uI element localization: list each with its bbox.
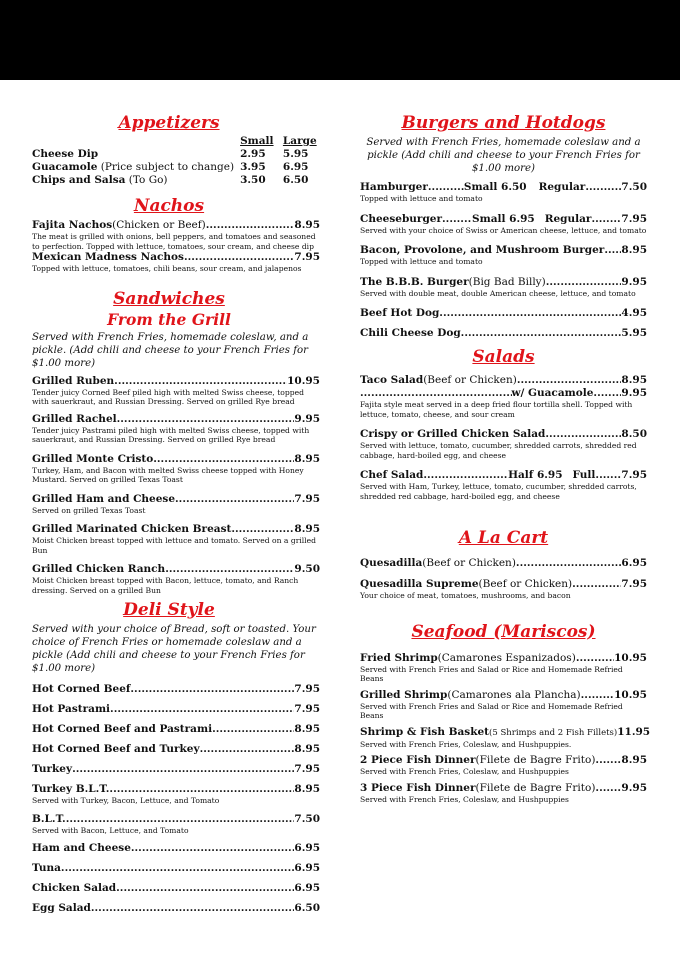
item-name: Egg Salad: [32, 902, 91, 914]
menu-item: [360, 307, 647, 320]
item-description: Served with lettuce, tomato, cucumber, shredded carrots, shredded red cabbage, hard-boiled egg, and cheese: [360, 441, 637, 460]
item-size-label: Full: [572, 469, 596, 481]
menu-item: [32, 862, 320, 875]
item-price: 7.50: [621, 181, 647, 193]
item-description: Moist Chicken breast topped with lettuce and tomato. Served on a grilled Bun: [32, 536, 316, 555]
item-price: 9.95: [621, 781, 647, 794]
item-price: 8.95: [621, 374, 647, 386]
appetizer-name: Guacamole: [32, 161, 98, 173]
item-description: Served with Turkey, Bacon, Lettuce, and Tomato: [32, 796, 220, 805]
menu-item: [32, 563, 320, 595]
item-price: 9.50: [294, 563, 320, 575]
item-name: Grilled Ham and Cheese: [32, 492, 176, 505]
item-note: (Beef or Chicken): [423, 374, 517, 386]
item-price: 7.95: [294, 492, 320, 505]
appetizer-large-price: 6.95: [282, 161, 309, 173]
menu-item: [32, 453, 320, 485]
item-name: 2 Piece Fish Dinner: [360, 754, 476, 766]
menu-item: [32, 783, 320, 806]
item-addon-price: 9.95: [621, 387, 647, 399]
item-price: 8.95: [294, 523, 320, 535]
appetizer-row: [32, 174, 320, 187]
item-name: Fajita Nachos: [32, 219, 113, 231]
item-small-price: Small 6.95: [472, 212, 535, 225]
item-name: Quesadilla: [360, 557, 423, 569]
item-name: Hot Corned Beef: [32, 683, 131, 695]
item-price: 11.95: [617, 725, 651, 738]
item-note: (Filete de Bagre Frito): [475, 754, 596, 766]
menu-item: [360, 469, 647, 501]
item-description: Tender juicy Pastrami piled high with melted Swiss cheese, topped with sauerkraut, and Russian Dressing. Served on grilled Rye bread: [32, 425, 310, 444]
menu-item: [32, 523, 320, 555]
item-note: (Beef or Chicken): [422, 557, 516, 569]
appetizer-row: [32, 148, 320, 161]
item-price: 8.95: [621, 244, 647, 256]
appetizer-row: [32, 161, 320, 174]
item-size-label: Regular: [544, 212, 592, 225]
item-name: Bacon, Provolone, and Mushroom Burger: [360, 244, 605, 256]
menu-item: [32, 763, 320, 776]
item-price: 7.95: [294, 703, 320, 715]
item-note: (Camarones Espanizados): [437, 651, 576, 664]
item-name: Quesadilla Supreme: [360, 578, 479, 590]
menu-item: [32, 723, 320, 736]
item-note: (Beef or Chicken): [478, 578, 573, 590]
item-name: Mexican Madness Nachos: [32, 251, 184, 263]
menu-item: [360, 578, 647, 601]
appetizer-name: Chips and Salsa: [32, 174, 126, 186]
nachos-title: Nachos: [133, 196, 205, 216]
item-price: 9.95: [621, 275, 647, 288]
item-name: Fried Shrimp: [360, 651, 438, 664]
item-price: 10.95: [287, 374, 320, 387]
item-name: Grilled Chicken Ranch: [32, 563, 166, 575]
appetizer-name: Cheese Dip: [32, 148, 99, 160]
item-price: 7.95: [621, 578, 647, 590]
item-name: Turkey B.L.T.: [32, 783, 110, 795]
item-name: Ham and Cheese: [32, 842, 131, 854]
item-price: 4.95: [621, 307, 647, 319]
item-price: 8.95: [294, 219, 320, 231]
alacart-title: A La Cart: [458, 528, 549, 548]
deli-title: Deli Style: [123, 600, 215, 620]
item-note: (Camarones ala Plancha): [447, 688, 581, 701]
menu-item: [360, 374, 647, 419]
menu-item: [32, 813, 320, 836]
item-name: Turkey: [32, 763, 73, 775]
sandwiches-title: Sandwiches: [113, 288, 225, 309]
item-small-price: Small 6.50: [463, 181, 527, 193]
item-name: Shrimp & Fish Basket: [360, 725, 490, 738]
item-price: 6.95: [294, 862, 320, 874]
item-description: Served with French Fries, Coleslaw, and Hushpuppies: [360, 767, 569, 776]
item-description: Served with French Fries and Salad or Rice and Homemade Refried Beans: [360, 701, 623, 720]
item-description: Served with your choice of Swiss or American cheese, lettuce, and tomato: [360, 225, 647, 235]
item-description: Served with Ham, Turkey, lettuce, tomato, cucumber, shredded carrots, shredded red cabbage, hard-boiled egg, and cheese: [360, 482, 637, 501]
item-name: Grilled Shrimp: [360, 688, 448, 701]
deli-intro: Served with your choice of Bread, soft or toasted. Your choice of French Fries or homemade coleslaw and a pickle (Add chili and cheese to your French Fries for $1.00 more): [32, 624, 316, 674]
item-price: 8.95: [294, 783, 320, 795]
menu-item: [360, 557, 647, 570]
appetizers-header-row: [32, 135, 320, 148]
item-addon-label: w/ Guacamole: [511, 387, 594, 399]
item-note: (5 Shrimps and 2 Fish Fillets): [489, 727, 618, 738]
burgers-intro: Served with French Fries, homemade coleslaw and a pickle (Add chili and cheese to your French Fries for $1.00 more): [366, 137, 641, 174]
item-description: Served with French Fries, Coleslaw, and Hushpuppies: [360, 794, 569, 804]
item-price: 9.95: [294, 412, 320, 425]
item-size-label: Regular: [538, 181, 586, 193]
col-small-label: Small: [240, 135, 274, 147]
menu-item: [360, 689, 647, 721]
item-name: Taco Salad: [360, 374, 424, 386]
item-half-price: Half 6.95: [508, 469, 563, 481]
appetizer-small-price: 3.50: [240, 174, 266, 186]
item-name: Cheeseburger: [360, 212, 443, 225]
item-description: Moist Chicken breast topped with Bacon, lettuce, tomato, and Ranch dressing. Served on a grilled Bun: [32, 576, 299, 595]
item-price: 5.95: [621, 327, 647, 339]
item-name: The B.B.B. Burger: [360, 275, 469, 288]
menu-item: [360, 754, 647, 777]
item-description: Topped with lettuce, tomatoes, chili beans, sour cream, and jalapenos: [32, 264, 302, 273]
menu-item: [360, 725, 651, 750]
item-description: Fajita style meat served in a deep fried flour tortilla shell. Topped with lettuce, tomato, cheese, and sour cream: [360, 400, 633, 419]
appetizer-small-price: 3.95: [240, 161, 266, 173]
item-description: Served with French Fries and Salad or Rice and Homemade Refried Beans: [360, 664, 623, 683]
menu-item: [32, 882, 320, 895]
item-description: Tender juicy Corned Beef piled high with melted Swiss cheese, topped with sauerkraut, and Russian Dressing. Served on grilled Rye bread: [32, 387, 304, 406]
appetizers-title: Appetizers: [118, 113, 220, 133]
menu-item: [32, 413, 320, 445]
menu-item: [360, 782, 647, 805]
item-name: Beef Hot Dog: [360, 307, 440, 319]
menu-item: [32, 683, 320, 696]
item-description: Your choice of meat, tomatoes, mushrooms, and bacon: [360, 591, 571, 600]
item-price: 8.95: [621, 754, 647, 766]
item-price: 8.95: [294, 743, 320, 755]
item-price: 7.50: [294, 812, 320, 825]
appetizers-table: [32, 135, 320, 187]
menu-item: [360, 213, 647, 236]
item-name: Tuna: [32, 862, 61, 874]
item-name: Grilled Rachel: [32, 412, 117, 425]
menu-item: [360, 181, 647, 204]
item-note: (Filete de Bagre Frito): [475, 781, 596, 794]
right-column: [360, 112, 651, 804]
burgers-title: Burgers and Hotdogs: [401, 113, 606, 133]
top-black-band: [0, 0, 680, 80]
item-price: 7.95: [294, 683, 320, 695]
menu-item: [32, 493, 320, 516]
deli-list: [32, 683, 320, 915]
item-price: 10.95: [614, 688, 647, 701]
menu-item: [360, 244, 647, 267]
item-note: (Chicken or Beef): [112, 219, 206, 231]
item-description: Served with double meat, double American cheese, lettuce, and tomato: [360, 288, 636, 298]
appetizer-small-price: 2.95: [240, 148, 266, 160]
item-price: 8.95: [294, 723, 320, 735]
salads-title: Salads: [472, 347, 535, 367]
item-name: Grilled Marinated Chicken Breast: [32, 523, 232, 535]
appetizer-note: (Price subject to change): [97, 161, 235, 173]
menu-item: [32, 842, 320, 855]
menu-item: [360, 652, 647, 684]
menu-item: [32, 251, 320, 274]
item-description: Topped with lettuce and tomato: [360, 194, 483, 203]
item-name: Crispy or Grilled Chicken Salad: [360, 428, 546, 440]
appetizer-large-price: 6.50: [282, 174, 309, 186]
item-name: Grilled Ruben: [32, 374, 115, 387]
menu-item: [32, 703, 320, 716]
item-price: 6.50: [294, 902, 320, 914]
item-description: Served with Bacon, Lettuce, and Tomato: [32, 825, 189, 835]
menu-item: [32, 743, 320, 756]
item-name: Chef Salad: [360, 469, 424, 481]
item-price: 6.95: [294, 882, 320, 894]
left-column: [32, 112, 320, 915]
seafood-title: Seafood (Mariscos): [411, 621, 596, 642]
menu-item: [360, 428, 647, 460]
item-name: Hot Pastrami: [32, 703, 111, 715]
item-description: The meat is grilled with onions, bell peppers, and tomatoes and seasoned to perfection. Topped with lettuce, tomatoes, sour cream, and cheese dip: [32, 232, 316, 251]
item-name: B.L.T.: [32, 812, 66, 825]
item-name: Chicken Salad: [32, 882, 117, 894]
item-name: Hot Corned Beef and Turkey: [32, 743, 200, 755]
item-price: 7.95: [621, 469, 647, 481]
menu-item: [32, 219, 320, 251]
item-price: 6.95: [294, 842, 320, 854]
item-price: 7.95: [621, 212, 647, 225]
item-description: Topped with lettuce and tomato: [360, 257, 483, 266]
item-description: Turkey, Ham, and Bacon with melted Swiss cheese topped with Honey Mustard. Served on grilled Texas Toast: [32, 465, 304, 484]
item-name: Hamburger: [360, 181, 428, 193]
item-description: Served with French Fries, Coleslaw, and Hushpuppies.: [360, 739, 572, 749]
item-price: 8.50: [621, 428, 647, 440]
item-price: 7.95: [294, 251, 320, 263]
menu-item: [32, 902, 320, 915]
menu-item: [32, 375, 320, 407]
menu-item: [360, 327, 647, 340]
sandwiches-intro: Served with French Fries, homemade coleslaw, and a pickle. (Add chili and cheese to your French Fries for $1.00 more): [32, 331, 309, 369]
item-price: 7.95: [294, 763, 320, 775]
sandwiches-subtitle: From the Grill: [107, 309, 231, 329]
item-name: Grilled Monte Cristo: [32, 452, 154, 465]
item-note: (Big Bad Billy): [468, 275, 546, 288]
item-name: Chili Cheese Dog: [360, 327, 461, 339]
item-description: Served on grilled Texas Toast: [32, 505, 146, 515]
item-name: Hot Corned Beef and Pastrami: [32, 723, 213, 735]
menu-item: [360, 276, 647, 299]
appetizer-large-price: 5.95: [282, 148, 309, 160]
item-price: 10.95: [614, 651, 647, 664]
item-price: 8.95: [294, 452, 320, 465]
item-price: 6.95: [621, 557, 647, 569]
item-name: 3 Piece Fish Dinner: [360, 781, 476, 794]
col-large-label: Large: [282, 135, 317, 147]
appetizer-note: (To Go): [125, 174, 168, 186]
